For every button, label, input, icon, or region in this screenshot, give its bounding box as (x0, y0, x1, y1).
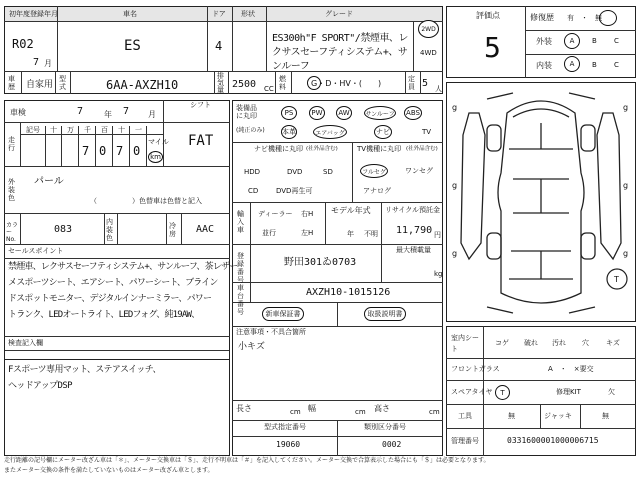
height-unit: cm (429, 408, 440, 416)
footer-line: 走行距離の記号欄にメーター改ざん車は「＊」、メーター交換車は「＄」、走行不明車は「＃」を記入してください。メーター交換で合算表示した場合にも「＄」は必要となります。 (4, 457, 490, 464)
drive-2wd-selected: 2WD (418, 20, 439, 38)
repair-label: 修復歴 (530, 13, 554, 22)
use-label: 車歴 (8, 75, 15, 91)
inspector-box (4, 350, 230, 456)
exterior-grade-a-selected: A (564, 33, 580, 49)
bracket-label: g (452, 103, 458, 112)
equipment-label: 装備品に丸印 (236, 104, 257, 120)
inspector-note: Fスポーツ専用マット、ステアスイッチ、 (8, 365, 161, 375)
reg-year-label: 初年度登録年月 (9, 10, 58, 18)
import-label: 輸入車 (237, 210, 244, 234)
mileage-unit: 千 (84, 126, 91, 134)
jack-value: 無 (602, 412, 609, 420)
spare-label: スペアタイヤ (451, 388, 493, 396)
sales-point-label: セールスポイント (8, 247, 64, 255)
bracket-label: g (623, 249, 629, 258)
width-label: 幅 (308, 404, 316, 413)
mileage-digit: 7 (116, 144, 124, 158)
spare-kit: 修理KIT (556, 388, 581, 396)
exterior-grade-b: B (592, 37, 597, 45)
recycle-yen: 円 (434, 231, 441, 239)
length-unit: cm (290, 408, 301, 416)
drive-4wd: 4WD (420, 49, 437, 57)
mileage-digit: 0 (133, 144, 141, 158)
displacement: 2500 (232, 79, 257, 90)
capacity-label: 定員 (408, 75, 415, 91)
reg-year: R02 (12, 37, 34, 51)
length-label: 長さ (236, 404, 252, 413)
shift: FAT (188, 133, 214, 149)
tv-label: TV機種に丸印 (357, 145, 402, 153)
height-label: 高さ (374, 404, 390, 413)
mileage-unit-km-selected: km (148, 151, 163, 163)
steering-left: 左H (301, 229, 314, 237)
navi-dvd: DVD (287, 168, 303, 176)
model-year-unknown: 不明 (364, 230, 378, 238)
equipment-ps: PS (281, 106, 297, 120)
front-glass-value: A ・ ×要交 (548, 365, 594, 373)
equipment-navi: ナビ (374, 125, 392, 139)
tv-analog: アナログ (363, 187, 391, 195)
sales-point-line: ドスポットモニター、デジタルインナーミラー、パワー (8, 294, 212, 304)
mileage-unit: 記号 (26, 126, 40, 134)
mileage-unit: 万 (67, 126, 74, 134)
model: 6AA-AXZH10 (106, 78, 179, 92)
navi-sd: SD (323, 168, 333, 176)
model-year-unit: 年 (347, 230, 354, 238)
mileage-unit: 一 (135, 126, 142, 134)
chassis: AXZH10-1015126 (306, 287, 391, 298)
equipment-leather: 本革 (281, 125, 297, 139)
fuel-selected-circle (307, 76, 321, 90)
seat-option: 汚れ (552, 339, 566, 347)
sales-point-line: 禁煙車、レクサスセーフティシステム+、サンルーフ、茶レザー (8, 262, 238, 272)
chassis-label: 車台番号 (237, 284, 244, 316)
ac: AAC (196, 224, 215, 235)
tools-value: 無 (508, 412, 515, 420)
mileage-label: 走行 (8, 136, 15, 152)
bracket-label: g (623, 181, 629, 190)
bracket-label: g (623, 103, 629, 112)
capacity-unit: 人 (435, 85, 442, 93)
model-label: 型式 (59, 75, 66, 91)
grade: ES300h"F SPORT"/禁煙車、レクサスセーフティシステム+、サンルーフ (272, 33, 408, 72)
class-no: 0002 (382, 440, 402, 449)
equipment-abs: ABS (404, 106, 422, 120)
jack-label: ジャッキ (544, 412, 572, 420)
inspection-label: 車検 (10, 108, 26, 117)
equipment-sub: (純正のみ) (236, 127, 265, 134)
tv-fullseg-selected: フルセグ (360, 164, 388, 178)
type-no: 19060 (276, 440, 301, 449)
reg-month-unit: 月 (44, 59, 52, 68)
tv-oneseg: ワンセグ (405, 167, 433, 175)
inspection-year: 7 (77, 106, 84, 117)
inspector-note: ヘッドアップDSP (8, 381, 72, 391)
equipment-sunroof: サンルーフ (364, 106, 396, 120)
mgmt-no: 0331600001000006715 (507, 436, 599, 445)
mileage-unit-mile: マイル (148, 138, 169, 146)
score: 5 (484, 31, 501, 64)
cc-unit: CC (264, 85, 274, 93)
interior-color-label: 内装色 (106, 218, 113, 242)
repair-options: 有 ・ 無 (567, 14, 602, 22)
recycle: 11,790 (396, 225, 433, 236)
inspection-month-unit: 月 (148, 110, 156, 119)
seat-option: コゲ (495, 339, 509, 347)
parallel: 並行 (262, 229, 276, 237)
mileage-unit: 十 (50, 126, 57, 134)
spare-missing: 欠 (608, 388, 615, 396)
fuel-label: 燃料 (279, 75, 286, 91)
model-year-label: モデル年式 (331, 206, 371, 215)
color-no-label: カラーNo. (6, 222, 19, 243)
mileage-unit: 百 (101, 126, 108, 134)
steering-right: 右H (301, 210, 314, 218)
manual-selected: 取扱説明書 (364, 307, 406, 321)
interior-grade-b: B (592, 61, 597, 69)
interior-grade-a-selected: A (564, 56, 580, 72)
inspection-year-unit: 年 (104, 110, 112, 119)
equipment-tv: TV (422, 128, 432, 136)
notes-label: 注意事項・不具合箇所 (236, 328, 306, 336)
mgmt-label: 管理番号 (451, 437, 479, 445)
front-glass-label: フロントガラス (451, 365, 500, 373)
mileage-digit: 0 (99, 144, 107, 158)
center-box (232, 100, 443, 456)
color: パール (34, 176, 64, 187)
bracket-label: g (452, 249, 458, 258)
car-name: ES (124, 38, 141, 54)
mileage-unit: 十 (118, 126, 125, 134)
mileage-digit: 7 (82, 144, 90, 158)
score-label: 評価点 (476, 11, 500, 20)
notes-text: 小キズ (238, 342, 265, 352)
inspector-label: 検査記入欄 (8, 339, 43, 347)
footer-line: またメーター交換の条件を満たしていないものはメーター改ざん車とします。 (4, 467, 214, 474)
tools-label: 工具 (458, 412, 472, 420)
equipment-aw: AW (336, 106, 352, 120)
grade-label: グレード (325, 10, 353, 18)
spare-mark: T (614, 275, 619, 284)
doors: 4 (215, 39, 223, 53)
recycle-label: リサイクル預託金 (385, 206, 441, 214)
bracket-label: g (452, 181, 458, 190)
color-no: 083 (54, 224, 73, 235)
navi-label: ナビ機種に丸印 (254, 145, 303, 153)
plate: 野田301ゐ0703 (284, 257, 357, 268)
use-value: 自家用 (26, 80, 54, 90)
interior-grade-c: C (614, 61, 619, 69)
max-load-label: 最大積載量 (396, 246, 431, 254)
width-unit: cm (355, 408, 366, 416)
navi-hdd: HDD (244, 168, 261, 176)
car-name-label: 車名 (123, 10, 137, 18)
max-load-unit: kg (434, 270, 443, 278)
dealer: ディーラー (258, 210, 293, 218)
tv-sub: (社外品含む) (406, 146, 438, 152)
navi-sub: (社外品含む) (306, 146, 338, 152)
seat-label: 室内シート (451, 334, 479, 353)
navi-cd: CD (248, 187, 259, 195)
sales-point-line: メスポーツシート、エアシート、パワーシート、ブライン (8, 278, 218, 288)
type-no-label: 型式指定番号 (264, 423, 306, 431)
sales-point-line: トランク、LEDオートライト、LEDフォグ、純19AW、 (8, 310, 200, 320)
color-label: 外装色 (8, 178, 15, 202)
equipment-pw: PW (309, 106, 325, 120)
fuel-options: G・D・HV・( ) (311, 79, 382, 88)
equipment-airbag: エアバッグ (313, 125, 347, 139)
class-no-label: 類別区分番号 (364, 423, 406, 431)
inspection-month: 7 (123, 106, 130, 117)
shape-label: 形状 (241, 10, 255, 18)
navi-dvd-play: DVD再生可 (276, 187, 313, 195)
car-diagram (447, 83, 635, 321)
color-note: （ ）色替車は色替と記入 (90, 197, 202, 205)
seat-option: 穴 (582, 339, 589, 347)
seat-option: キズ (606, 339, 620, 347)
spare-t-selected: T (495, 385, 510, 400)
interior-label: 内装 (536, 61, 552, 70)
repair-selected-circle (599, 10, 617, 26)
shift-label: シフト (190, 101, 211, 109)
capacity: 5 (422, 78, 429, 89)
door-label: ドア (212, 10, 226, 18)
ac-label: 冷房 (169, 222, 176, 238)
seat-option: 破れ (524, 339, 538, 347)
plate-label: 登録番号 (237, 252, 244, 284)
warranty-selected: 新車保証書 (262, 307, 304, 321)
exterior-label: 外装 (536, 37, 552, 46)
reg-month: 7 (33, 57, 40, 68)
displacement-label: 排気量 (217, 72, 224, 94)
exterior-grade-c: C (614, 37, 619, 45)
